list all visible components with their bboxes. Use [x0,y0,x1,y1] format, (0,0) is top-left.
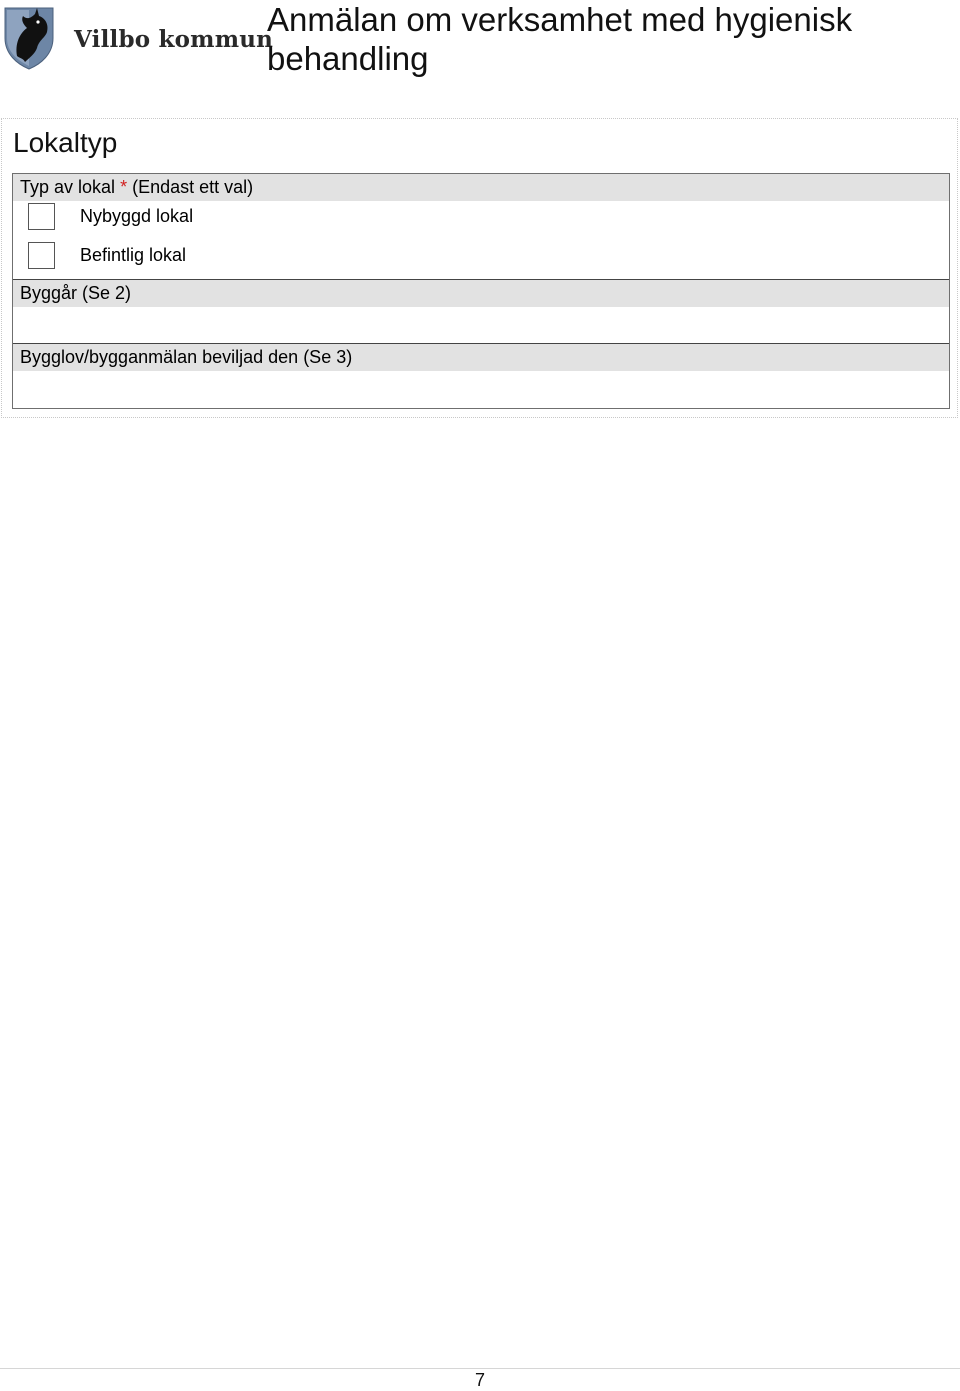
option-existing-building[interactable] [28,242,428,272]
page-number: 7 [474,1370,485,1390]
form-box [12,173,950,409]
option-label-new-building: Nybyggd lokal [80,206,194,226]
logo-text: Villbo kommun [74,26,274,53]
option-new-building[interactable] [28,203,428,233]
build-year-input[interactable] [13,307,949,343]
option-label-existing-building: Befintlig lokal [80,245,187,265]
build-year-label: Byggår (Se 2) [13,280,949,307]
required-marker: * [120,177,128,197]
document-title: Anmälan om verksamhet med hygienisk behandling [267,1,853,77]
type-label-text: Typ av lokal [20,177,116,197]
section-title: Lokaltyp [13,127,118,158]
checkbox-existing-building[interactable] [28,242,55,269]
section-lokaltyp [1,118,958,418]
checkbox-new-building[interactable] [28,203,55,230]
shield-unicorn-icon [3,4,55,70]
permit-date-label: Bygglov/bygganmälan beviljad den (Se 3) [13,344,949,371]
type-of-premises-label [13,174,949,201]
type-hint: (Endast ett val) [132,177,254,197]
footer-line [0,1368,960,1369]
municipality-logo [3,4,274,72]
permit-date-input[interactable] [13,371,949,408]
document-header [0,0,960,110]
